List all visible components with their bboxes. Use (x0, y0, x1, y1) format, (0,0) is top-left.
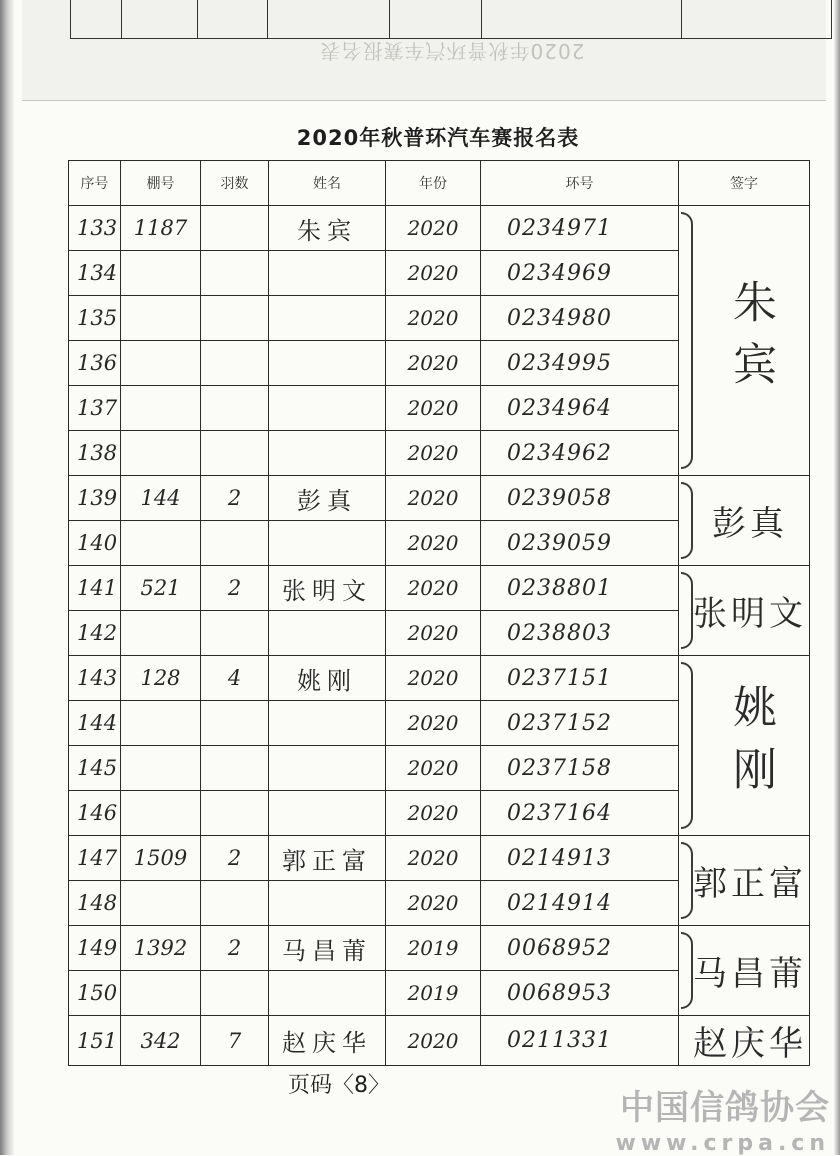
signature-block (679, 566, 809, 655)
cell-ring: 0234964 (481, 386, 679, 431)
cell-count (201, 971, 269, 1016)
cell-seq: 139 (69, 476, 121, 521)
cell-count: 4 (201, 656, 269, 701)
cell-count (201, 296, 269, 341)
signature-block (679, 476, 809, 565)
cell-loft (121, 341, 201, 386)
cell-loft: 1509 (121, 836, 201, 881)
cell-name: 彭真 (269, 476, 386, 521)
cell-name: 朱宾 (269, 206, 386, 251)
cell-ring: 0234962 (481, 431, 679, 476)
header-seq: 序号 (69, 161, 121, 206)
cell-seq: 140 (69, 521, 121, 566)
cell-year: 2020 (386, 296, 481, 341)
table-row (69, 836, 810, 881)
cell-count (201, 251, 269, 296)
cell-ring: 0238801 (481, 566, 679, 611)
cell-year: 2020 (386, 701, 481, 746)
brace-icon (681, 212, 693, 469)
cell-seq: 150 (69, 971, 121, 1016)
cell-year: 2020 (386, 656, 481, 701)
registration-table (68, 160, 810, 1066)
cell-seq: 134 (69, 251, 121, 296)
table-row (69, 926, 810, 971)
cell-name (269, 386, 386, 431)
cell-year: 2020 (386, 1016, 481, 1066)
header-name: 姓名 (269, 161, 386, 206)
cell-name: 姚刚 (269, 656, 386, 701)
cell-loft (121, 521, 201, 566)
cell-count (201, 341, 269, 386)
signature-block (679, 656, 809, 835)
table-row (69, 656, 810, 701)
cell-name (269, 701, 386, 746)
cell-count (201, 521, 269, 566)
cell-year: 2020 (386, 206, 481, 251)
cell-signature (679, 206, 810, 476)
signature-text: 张明文 (693, 594, 807, 634)
cell-ring: 0214913 (481, 836, 679, 881)
cell-seq: 143 (69, 656, 121, 701)
signature-text: 赵庆华 (693, 1024, 807, 1064)
brace-icon (681, 842, 693, 919)
signature-text: 姚刚 (725, 683, 776, 808)
cell-year: 2019 (386, 971, 481, 1016)
cell-year: 2020 (386, 521, 481, 566)
cell-count: 2 (201, 926, 269, 971)
cell-name (269, 881, 386, 926)
cell-name (269, 521, 386, 566)
cell-count (201, 881, 269, 926)
table-row (69, 476, 810, 521)
cell-seq: 142 (69, 611, 121, 656)
header-count: 羽数 (201, 161, 269, 206)
signature-block (679, 836, 809, 925)
scan-edge-left (0, 0, 14, 1155)
scan-edge-right (834, 0, 840, 1155)
cell-seq: 141 (69, 566, 121, 611)
cell-seq: 145 (69, 746, 121, 791)
cell-signature (679, 566, 810, 656)
cell-seq: 146 (69, 791, 121, 836)
cell-loft: 342 (121, 1016, 201, 1066)
cell-loft (121, 386, 201, 431)
cell-signature (679, 836, 810, 926)
cell-name: 郭正富 (269, 836, 386, 881)
signature-text: 彭真 (712, 504, 788, 544)
cell-ring: 0239059 (481, 521, 679, 566)
signature-text: 朱宾 (725, 278, 776, 403)
previous-page-fragment (22, 0, 826, 101)
cell-year: 2020 (386, 251, 481, 296)
cell-name (269, 341, 386, 386)
signature-block (679, 206, 809, 475)
cell-signature (679, 1016, 810, 1066)
table-body (69, 206, 810, 1066)
cell-ring: 0234995 (481, 341, 679, 386)
table-row (69, 566, 810, 611)
cell-loft (121, 296, 201, 341)
cell-seq: 144 (69, 701, 121, 746)
cell-year: 2020 (386, 611, 481, 656)
cell-year: 2020 (386, 341, 481, 386)
cell-loft (121, 791, 201, 836)
cell-year: 2020 (386, 836, 481, 881)
cell-seq: 133 (69, 206, 121, 251)
cell-loft (121, 611, 201, 656)
cell-loft: 521 (121, 566, 201, 611)
cell-loft (121, 431, 201, 476)
cell-seq: 148 (69, 881, 121, 926)
cell-year: 2020 (386, 386, 481, 431)
cell-count: 2 (201, 836, 269, 881)
cell-count: 2 (201, 566, 269, 611)
cell-count: 7 (201, 1016, 269, 1066)
cell-count (201, 611, 269, 656)
cell-name (269, 431, 386, 476)
cell-loft (121, 746, 201, 791)
cell-ring: 0234969 (481, 251, 679, 296)
cell-year: 2020 (386, 566, 481, 611)
watermark-url: www.crpa.cn (615, 1131, 830, 1156)
cell-ring: 0211331 (481, 1016, 679, 1066)
signature-text: 马昌莆 (693, 954, 807, 994)
cell-name: 张明文 (269, 566, 386, 611)
cell-name: 赵庆华 (269, 1016, 386, 1066)
brace-icon (681, 932, 693, 1009)
cell-loft: 1187 (121, 206, 201, 251)
header-loft: 棚号 (121, 161, 201, 206)
bleed-through-title: 2020年秋普环汽车赛报名表 (319, 39, 585, 63)
cell-ring: 0068952 (481, 926, 679, 971)
cell-name (269, 971, 386, 1016)
table-row (69, 1016, 810, 1066)
cell-year: 2020 (386, 881, 481, 926)
cell-seq: 149 (69, 926, 121, 971)
header-year: 年份 (386, 161, 481, 206)
cell-ring: 0237164 (481, 791, 679, 836)
watermark (616, 1080, 830, 1156)
cell-loft (121, 971, 201, 1016)
cell-ring: 0237152 (481, 701, 679, 746)
cell-ring: 0238803 (481, 611, 679, 656)
cell-ring: 0234971 (481, 206, 679, 251)
signature-block (679, 926, 809, 1015)
cell-seq: 136 (69, 341, 121, 386)
cell-year: 2020 (386, 476, 481, 521)
table-header-row (69, 161, 810, 206)
cell-loft: 144 (121, 476, 201, 521)
cell-loft (121, 881, 201, 926)
brace-icon (681, 662, 693, 829)
cell-signature (679, 926, 810, 1016)
cell-name (269, 746, 386, 791)
cell-name: 马昌莆 (269, 926, 386, 971)
signature-block (679, 1016, 809, 1065)
cell-count (201, 206, 269, 251)
cell-count (201, 791, 269, 836)
cell-loft: 128 (121, 656, 201, 701)
cell-count: 2 (201, 476, 269, 521)
cell-count (201, 746, 269, 791)
cell-ring: 0234980 (481, 296, 679, 341)
brace-icon (681, 572, 693, 649)
cell-ring: 0237158 (481, 746, 679, 791)
cell-year: 2020 (386, 746, 481, 791)
table-row (69, 206, 810, 251)
cell-year: 2020 (386, 431, 481, 476)
cell-year: 2019 (386, 926, 481, 971)
cell-name (269, 791, 386, 836)
cell-count (201, 431, 269, 476)
cell-name (269, 296, 386, 341)
header-ring: 环号 (481, 161, 679, 206)
cell-name (269, 611, 386, 656)
signature-text: 郭正富 (693, 864, 807, 904)
page-number: 页码〈8〉 (288, 1073, 390, 1098)
cell-name (269, 251, 386, 296)
cell-count (201, 386, 269, 431)
cell-signature (679, 476, 810, 566)
cell-loft (121, 701, 201, 746)
cell-year: 2020 (386, 791, 481, 836)
cell-ring: 0239058 (481, 476, 679, 521)
cell-ring: 0068953 (481, 971, 679, 1016)
brace-icon (681, 482, 693, 559)
cell-seq: 147 (69, 836, 121, 881)
header-signature: 签字 (679, 161, 810, 206)
cell-ring: 0237151 (481, 656, 679, 701)
cell-signature (679, 656, 810, 836)
cell-loft (121, 251, 201, 296)
cell-count (201, 701, 269, 746)
cell-seq: 138 (69, 431, 121, 476)
cell-seq: 135 (69, 296, 121, 341)
cell-seq: 151 (69, 1016, 121, 1066)
watermark-org: 中国信鸽协会 (620, 1088, 830, 1128)
cell-seq: 137 (69, 386, 121, 431)
cell-ring: 0214914 (481, 881, 679, 926)
previous-page-table-edge (70, 0, 832, 39)
cell-loft: 1392 (121, 926, 201, 971)
form-title: 2020年秋普环汽车赛报名表 (296, 126, 580, 150)
